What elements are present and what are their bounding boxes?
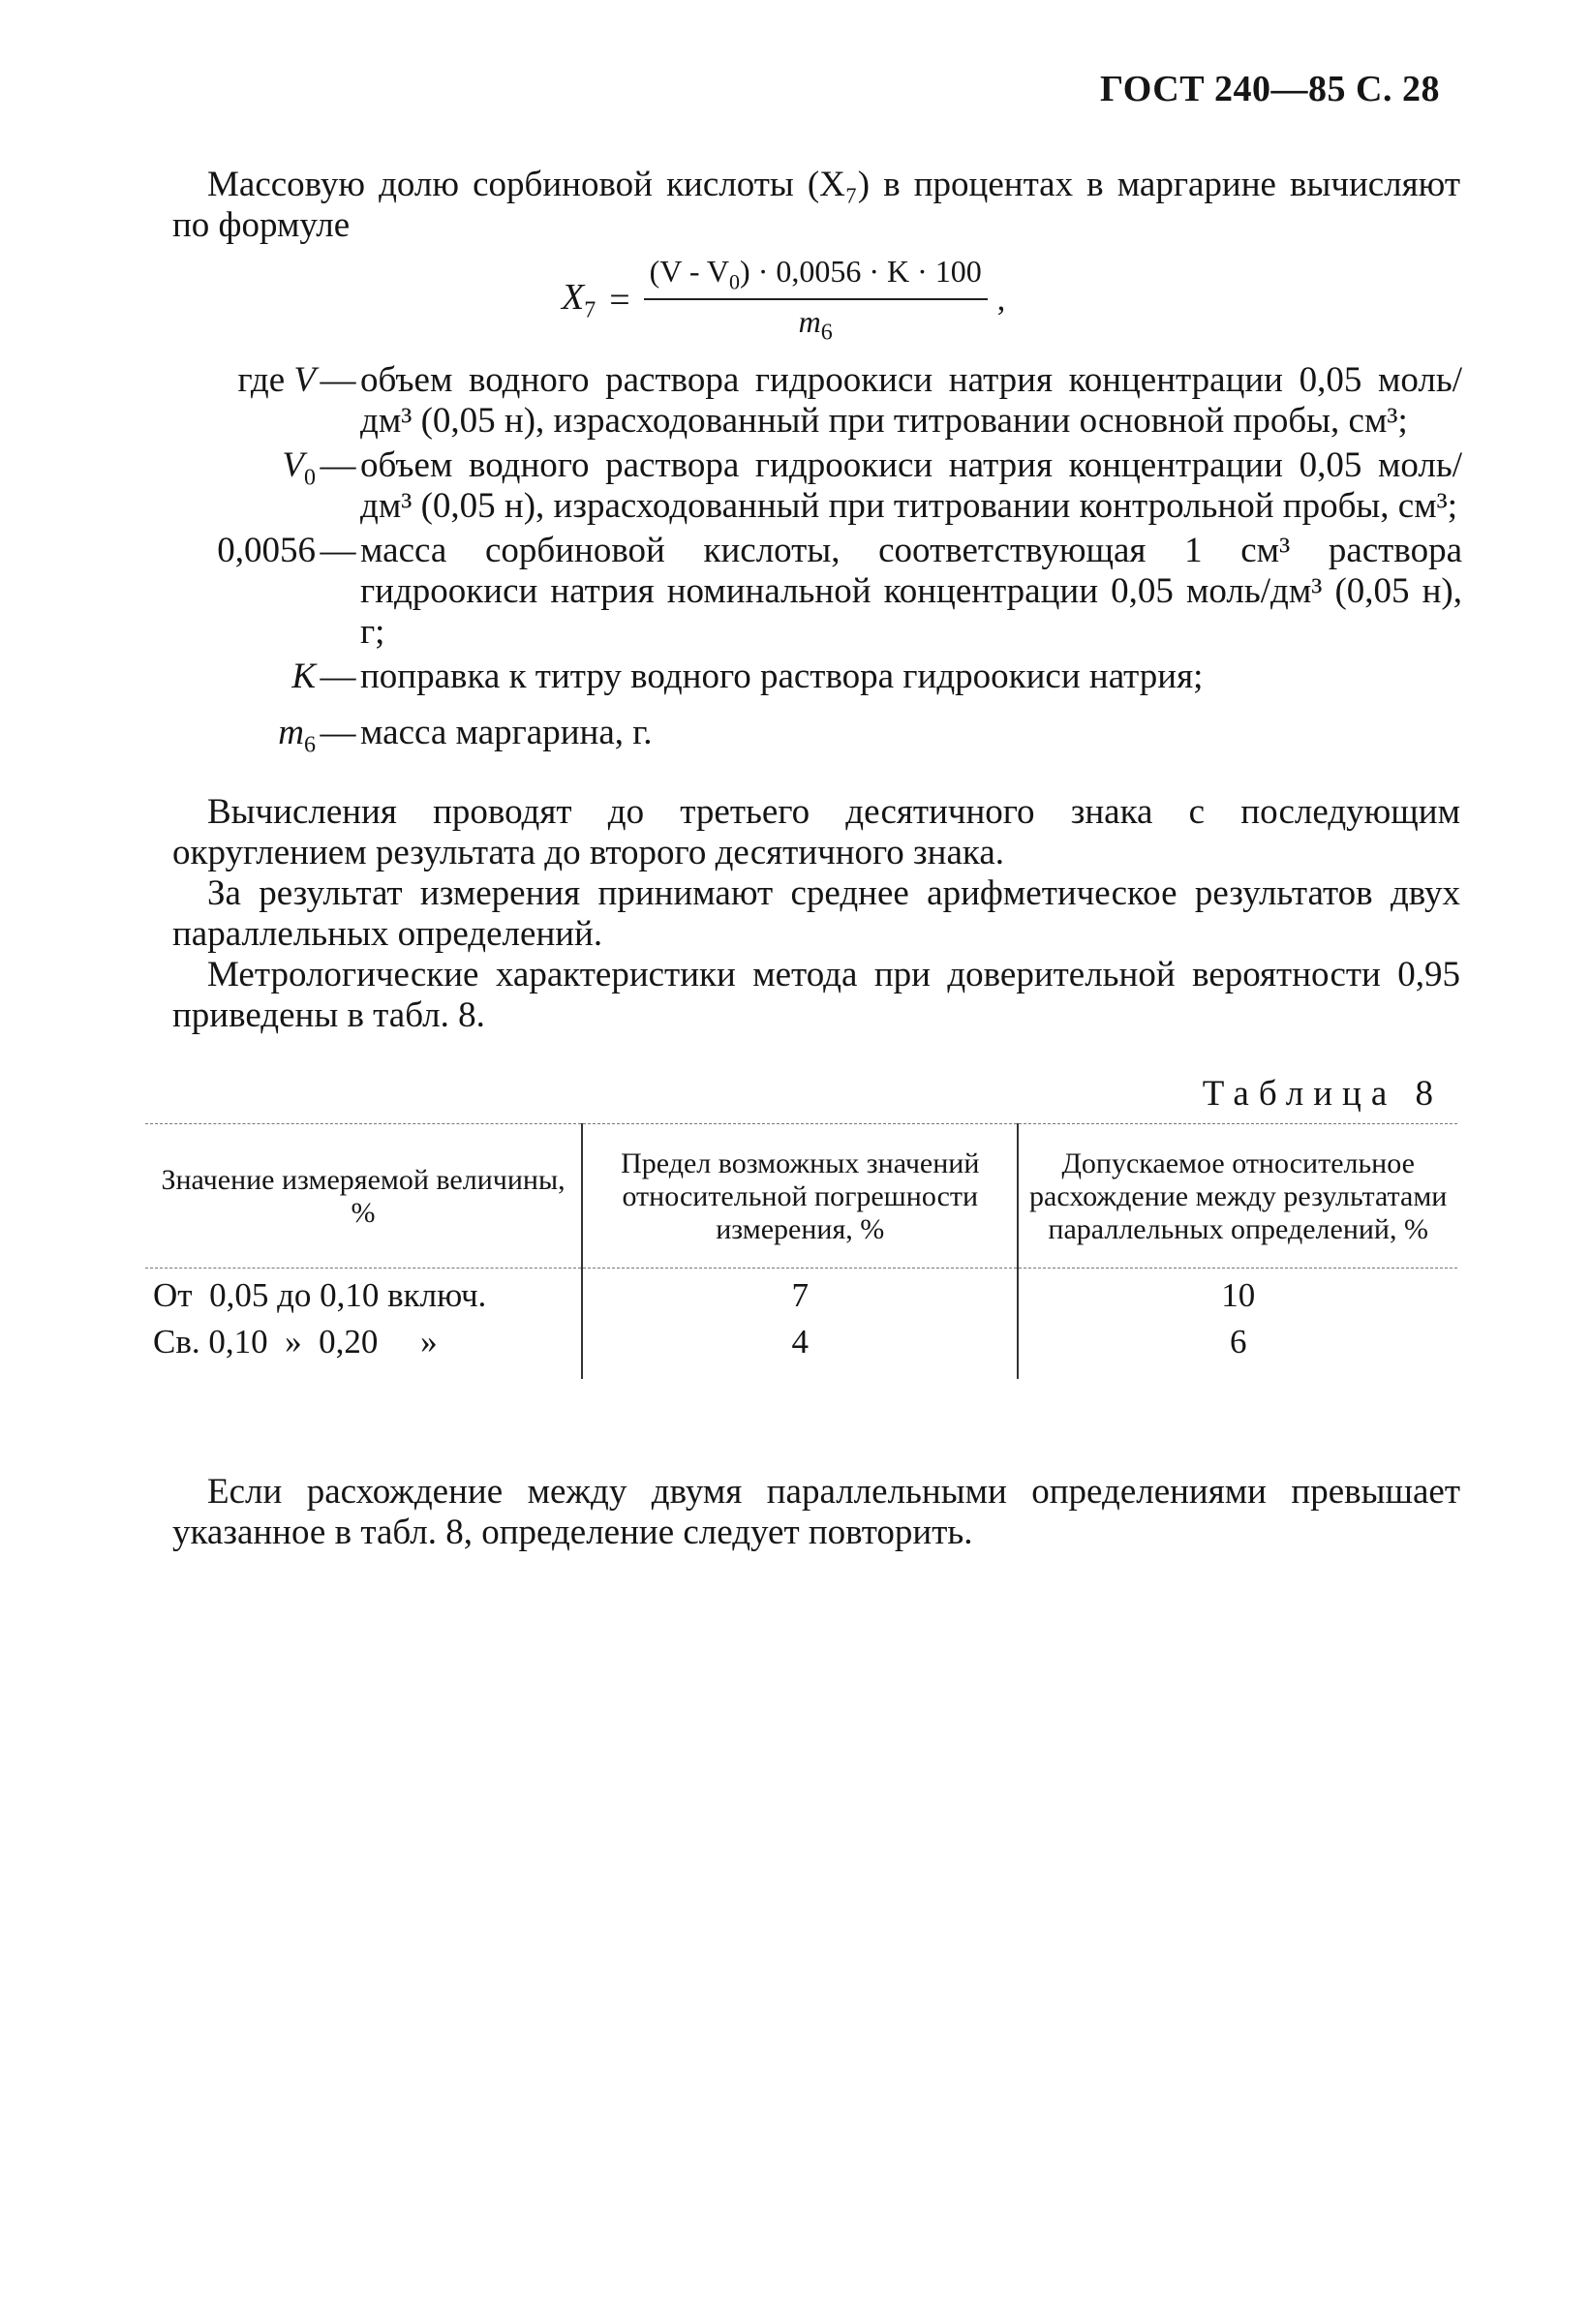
formula-denominator: $m_6$ [798, 304, 833, 346]
formula-equals: = [609, 279, 630, 321]
definition-item: K — поправка к титру водного раствора гидроокиси натрия; [145, 657, 1462, 709]
table-header-cell: Предел возможных значений относительной погрешности измерения, % [582, 1124, 1018, 1269]
definition-item: $m_6$ — масса маргарина, г. [145, 713, 1462, 765]
paragraph-result: За результат измерения принимают среднее арифметическое результатов двух параллельных определений. [172, 873, 1460, 954]
definition-desc: объем водного раствора гидроокиси натрия концентрации 0,05 моль/дм³ (0,05 н), израсходованный при титровании основной пробы, см³; [360, 360, 1462, 441]
page-header: ГОСТ 240—85 С. 28 [1100, 69, 1440, 109]
intro-paragraph: Массовую долю сорбиновой кислоты (X₇) в процентах в маргарине вычисляют по формуле [172, 165, 1460, 245]
definition-item: 0,0056 — масса сорбиновой кислоты, соответствующая 1 см³ раствора гидроокиси натрия номинальной концентрации 0,05 моль/дм³ (0,05 н), г; [217, 531, 1462, 652]
definition-item: где V — объем водного раствора гидроокиси натрия концентрации 0,05 моль/дм³ (0,05 н), израсходованный при титровании основной пробы, см³; [237, 360, 1462, 441]
definitions-list [145, 360, 1462, 770]
formula [562, 254, 1005, 347]
table-cell: 10 [1221, 1276, 1256, 1314]
definition-desc: масса сорбиновой кислоты, соответствующая 1 см³ раствора гидроокиси натрия номинальной концентрации 0,05 моль/дм³ (0,05 н), г; [360, 531, 1462, 652]
metrology-table [145, 1123, 1457, 1379]
definition-desc: объем водного раствора гидроокиси натрия концентрации 0,05 моль/дм³ (0,05 н), израсходованный при титровании контрольной пробы, см³; [360, 445, 1462, 526]
table-caption: Таблица 8 [1202, 1074, 1443, 1114]
table-cell: От 0,05 до 0,10 включ. [153, 1276, 487, 1314]
table-header-cell: Допускаемое относительное расхождение между результатами параллельных определений, % [1018, 1124, 1457, 1269]
paragraph-metrology: Метрологические характеристики метода при доверительной вероятности 0,95 приведены в табл. 8. [172, 955, 1460, 1035]
formula-lhs: $X_7$ [562, 277, 596, 323]
paragraph-calculation: Вычисления проводят до третьего десятичного знака с последующим округлением результата до второго десятичного знака. [172, 792, 1460, 872]
formula-numerator: $(V - V_0) \cdot 0,0056 \cdot K \cdot 100$ [649, 254, 982, 294]
definition-desc: поправка к титру водного раствора гидроокиси натрия; [360, 657, 1204, 696]
definition-desc: масса маргарина, г. [360, 713, 653, 753]
table-header-cell: Значение измеряемой величины, % [145, 1124, 582, 1269]
table-cell: 7 [582, 1269, 1018, 1316]
table-cell: Св. 0,10 » 0,20 » [153, 1323, 438, 1361]
table-cell: 6 [1229, 1323, 1247, 1361]
definition-item: $V_0$ — объем водного раствора гидроокиси натрия концентрации 0,05 моль/дм³ (0,05 н), израсходованный при титровании контрольной пробы, см³; [282, 445, 1462, 526]
formula-comma: , [996, 281, 1006, 318]
closing-paragraph: Если расхождение между двумя параллельными определениями превышает указанное в табл. 8, определение следует повторить. [172, 1472, 1460, 1552]
table-cell: 4 [582, 1315, 1018, 1379]
table-row [145, 1315, 1457, 1379]
formula-fraction [644, 254, 988, 347]
table-row [145, 1269, 1457, 1316]
table-header-row [145, 1124, 1457, 1269]
